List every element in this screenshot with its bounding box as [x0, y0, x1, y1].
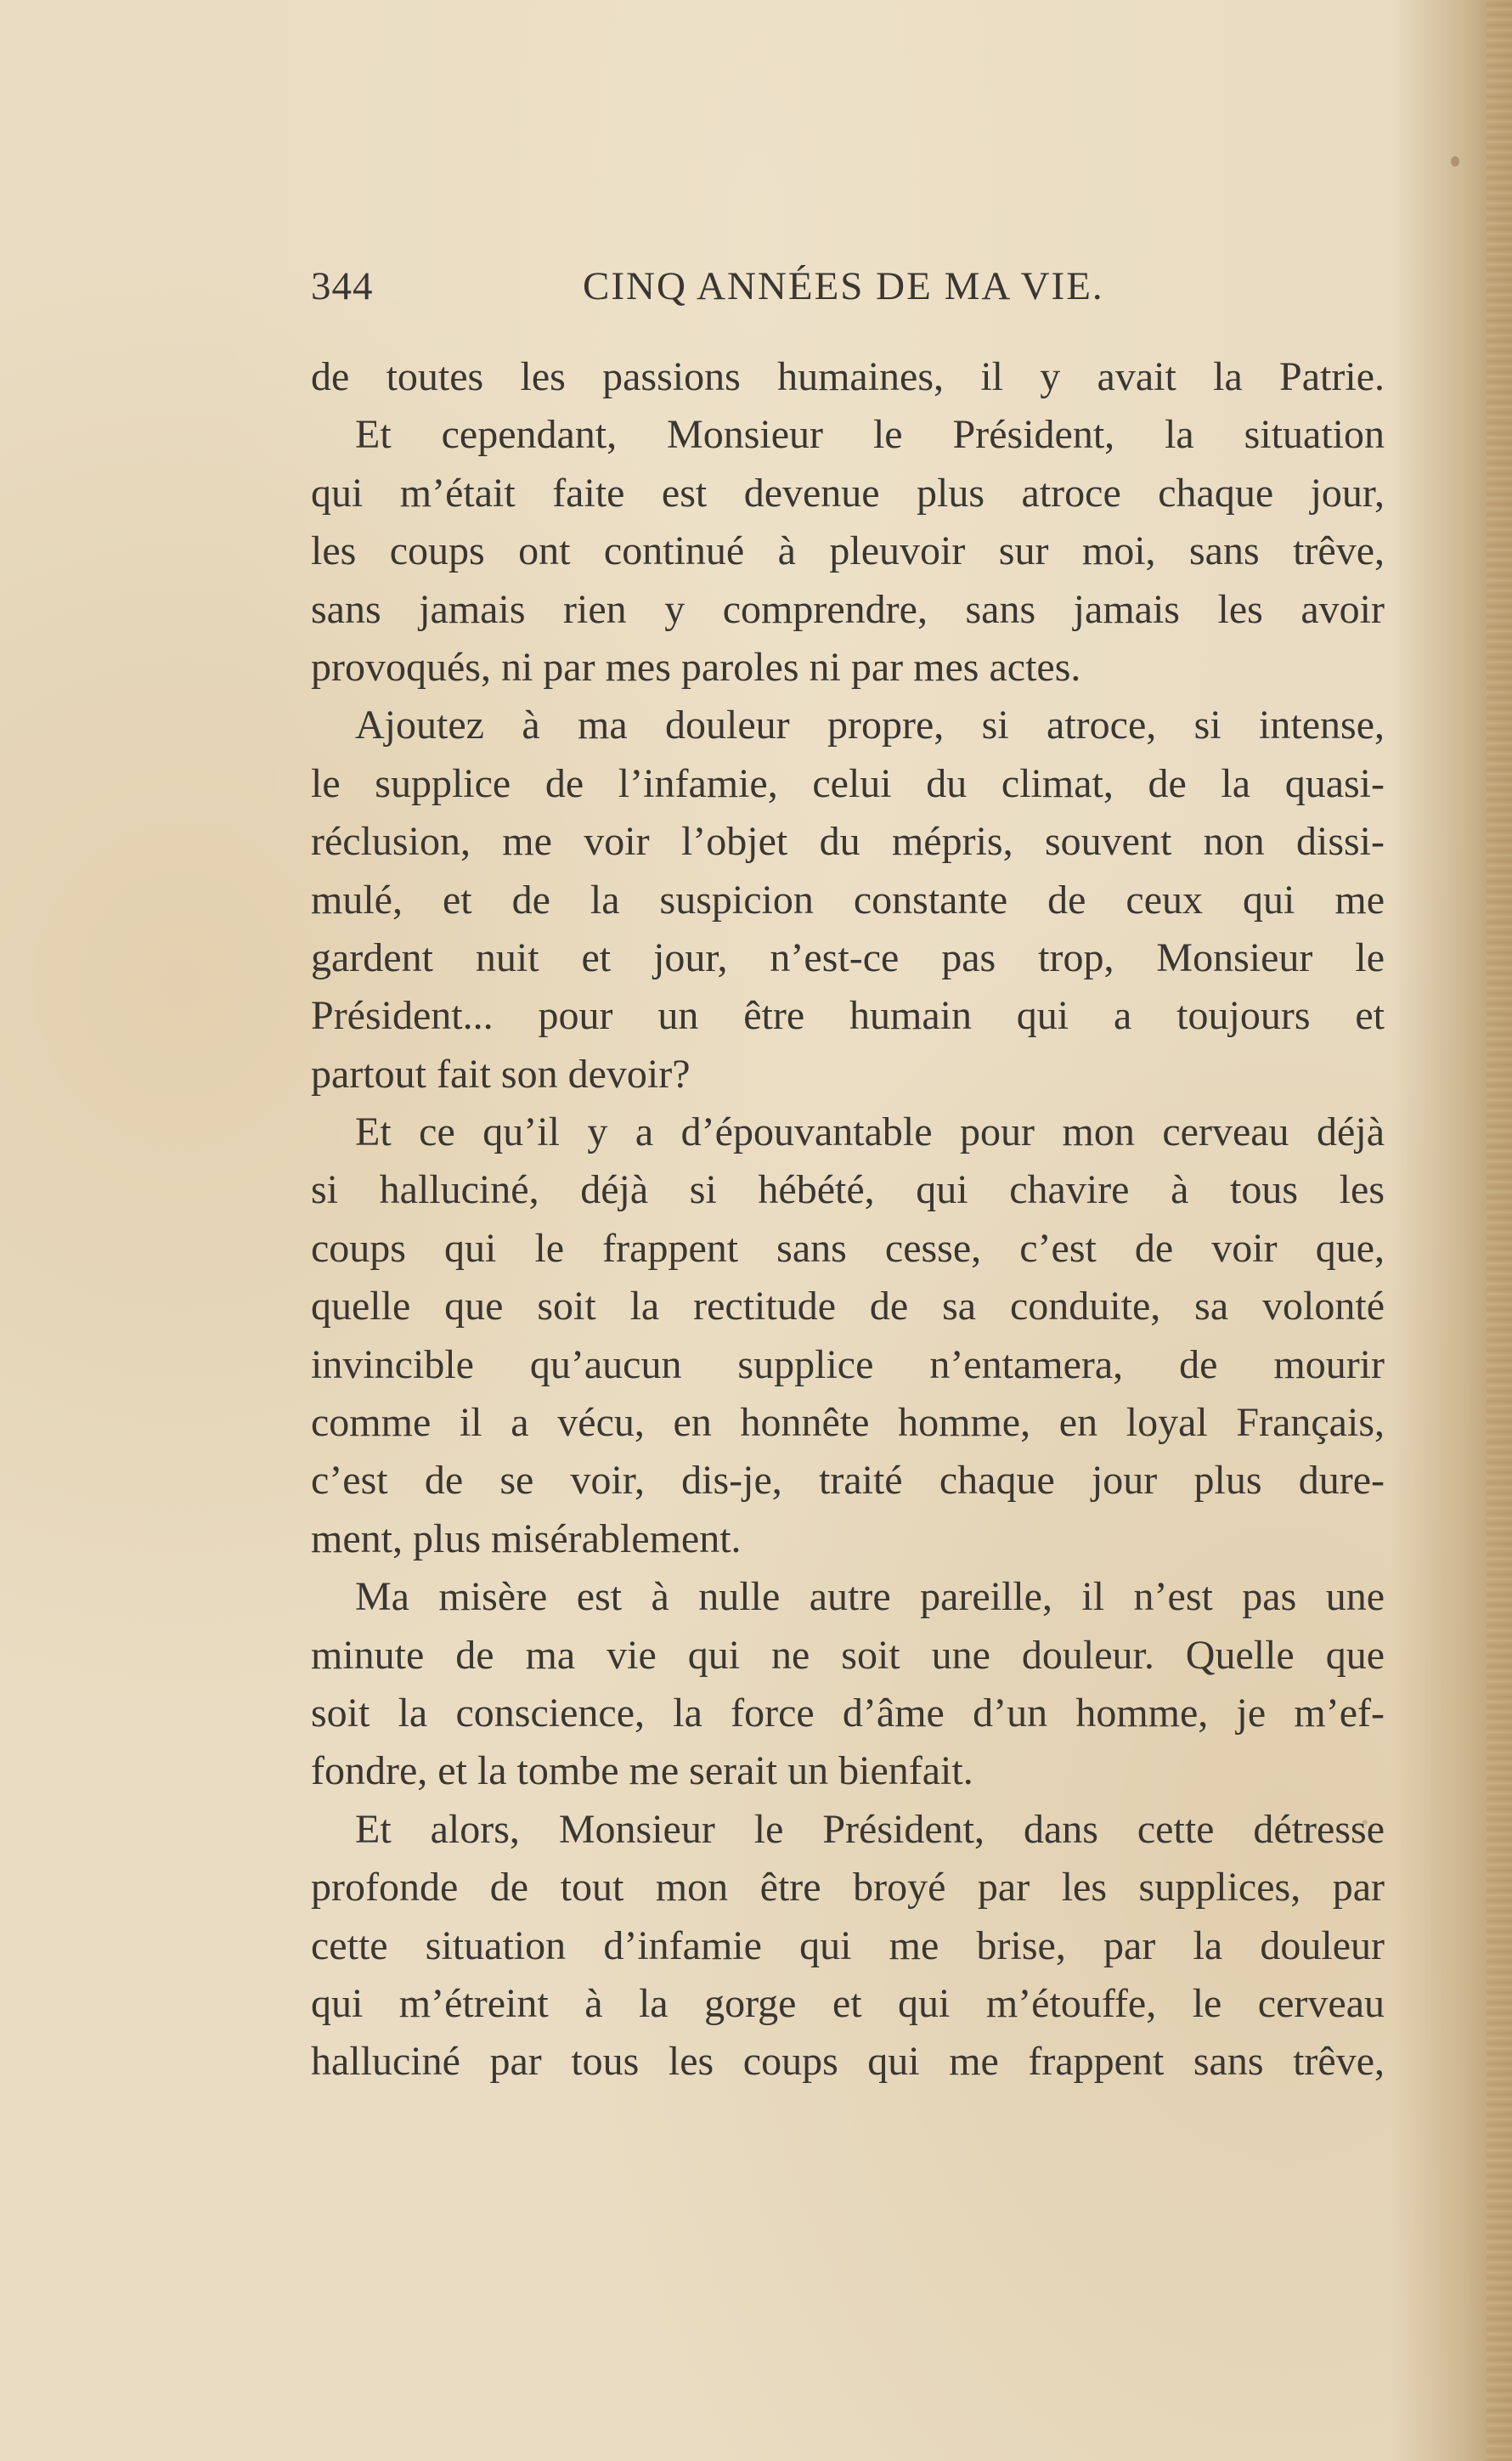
text-line: Et alors, Monsieur le Président, dans cette détresse — [355, 1806, 1385, 1852]
page-number: 344 — [311, 264, 374, 308]
text-line: sans jamais rien y comprendre, sans jamais les avoir — [311, 586, 1385, 632]
paper-speck — [1451, 156, 1459, 167]
text-line: profonde de tout mon être broyé par les supplices, par — [311, 1865, 1385, 1911]
text-line: Et ce qu’il y a d’épouvantable pour mon cerveau déjà — [355, 1109, 1385, 1155]
text-line: qui m’était faite est devenue plus atroce chaque jour, — [311, 470, 1385, 516]
text-line: fondre, et la tombe me serait un bienfait. — [311, 1748, 973, 1794]
text-line: gardent nuit et jour, n’est-ce pas trop, Monsieur le — [311, 934, 1385, 980]
text-line: c’est de se voir, dis-je, traité chaque jour plus dure- — [311, 1458, 1385, 1504]
text-line: de toutes les passions humaines, il y avait la Patrie. — [311, 354, 1385, 399]
text-line: provoqués, ni par mes paroles ni par mes actes. — [311, 644, 1081, 690]
text-line: minute de ma vie qui ne soit une douleur. Quelle que — [311, 1632, 1385, 1678]
page-header — [311, 255, 1385, 323]
page-edge — [1487, 0, 1512, 2461]
text-line: qui m’étreint à la gorge et qui m’étouffe, le cerveau — [311, 1980, 1385, 2026]
text-line: Ma misère est à nulle autre pareille, il n’est pas une — [355, 1574, 1385, 1620]
text-line: Président... pour un être humain qui a toujours et — [311, 993, 1385, 1039]
text-line: les coups ont continué à pleuvoir sur moi, sans trêve, — [311, 528, 1385, 574]
text-line: Et cependant, Monsieur le Président, la situation — [355, 412, 1385, 458]
body-text — [311, 348, 1385, 2091]
text-line: soit la conscience, la force d’âme d’un homme, je m’ef- — [311, 1690, 1385, 1736]
text-line: invincible qu’aucun supplice n’entamera, de mourir — [311, 1341, 1385, 1387]
text-line: comme il a vécu, en honnête homme, en loyal Français, — [311, 1400, 1385, 1446]
text-line: cette situation d’infamie qui me brise, par la douleur — [311, 1922, 1385, 1968]
running-title: CINQ ANNÉES DE MA VIE. — [583, 264, 1104, 308]
text-line: partout fait son devoir? — [311, 1051, 691, 1097]
text-line: halluciné par tous les coups qui me frappent sans trêve, — [311, 2039, 1385, 2085]
text-line: si halluciné, déjà si hébété, qui chavire à tous les — [311, 1167, 1385, 1213]
text-line: le supplice de l’infamie, celui du climat, de la quasi- — [311, 760, 1385, 806]
text-line: ment, plus misérablement. — [311, 1516, 742, 1561]
text-line: quelle que soit la rectitude de sa conduite, sa volonté — [311, 1284, 1385, 1329]
text-line: mulé, et de la suspicion constante de ceux qui me — [311, 877, 1385, 923]
paper-speck — [1362, 1820, 1368, 1825]
text-line: coups qui le frappent sans cesse, c’est de voir que, — [311, 1225, 1385, 1271]
text-line: Ajoutez à ma douleur propre, si atroce, si intense, — [355, 703, 1385, 748]
text-line: réclusion, me voir l’objet du mépris, souvent non dissi- — [311, 819, 1385, 865]
